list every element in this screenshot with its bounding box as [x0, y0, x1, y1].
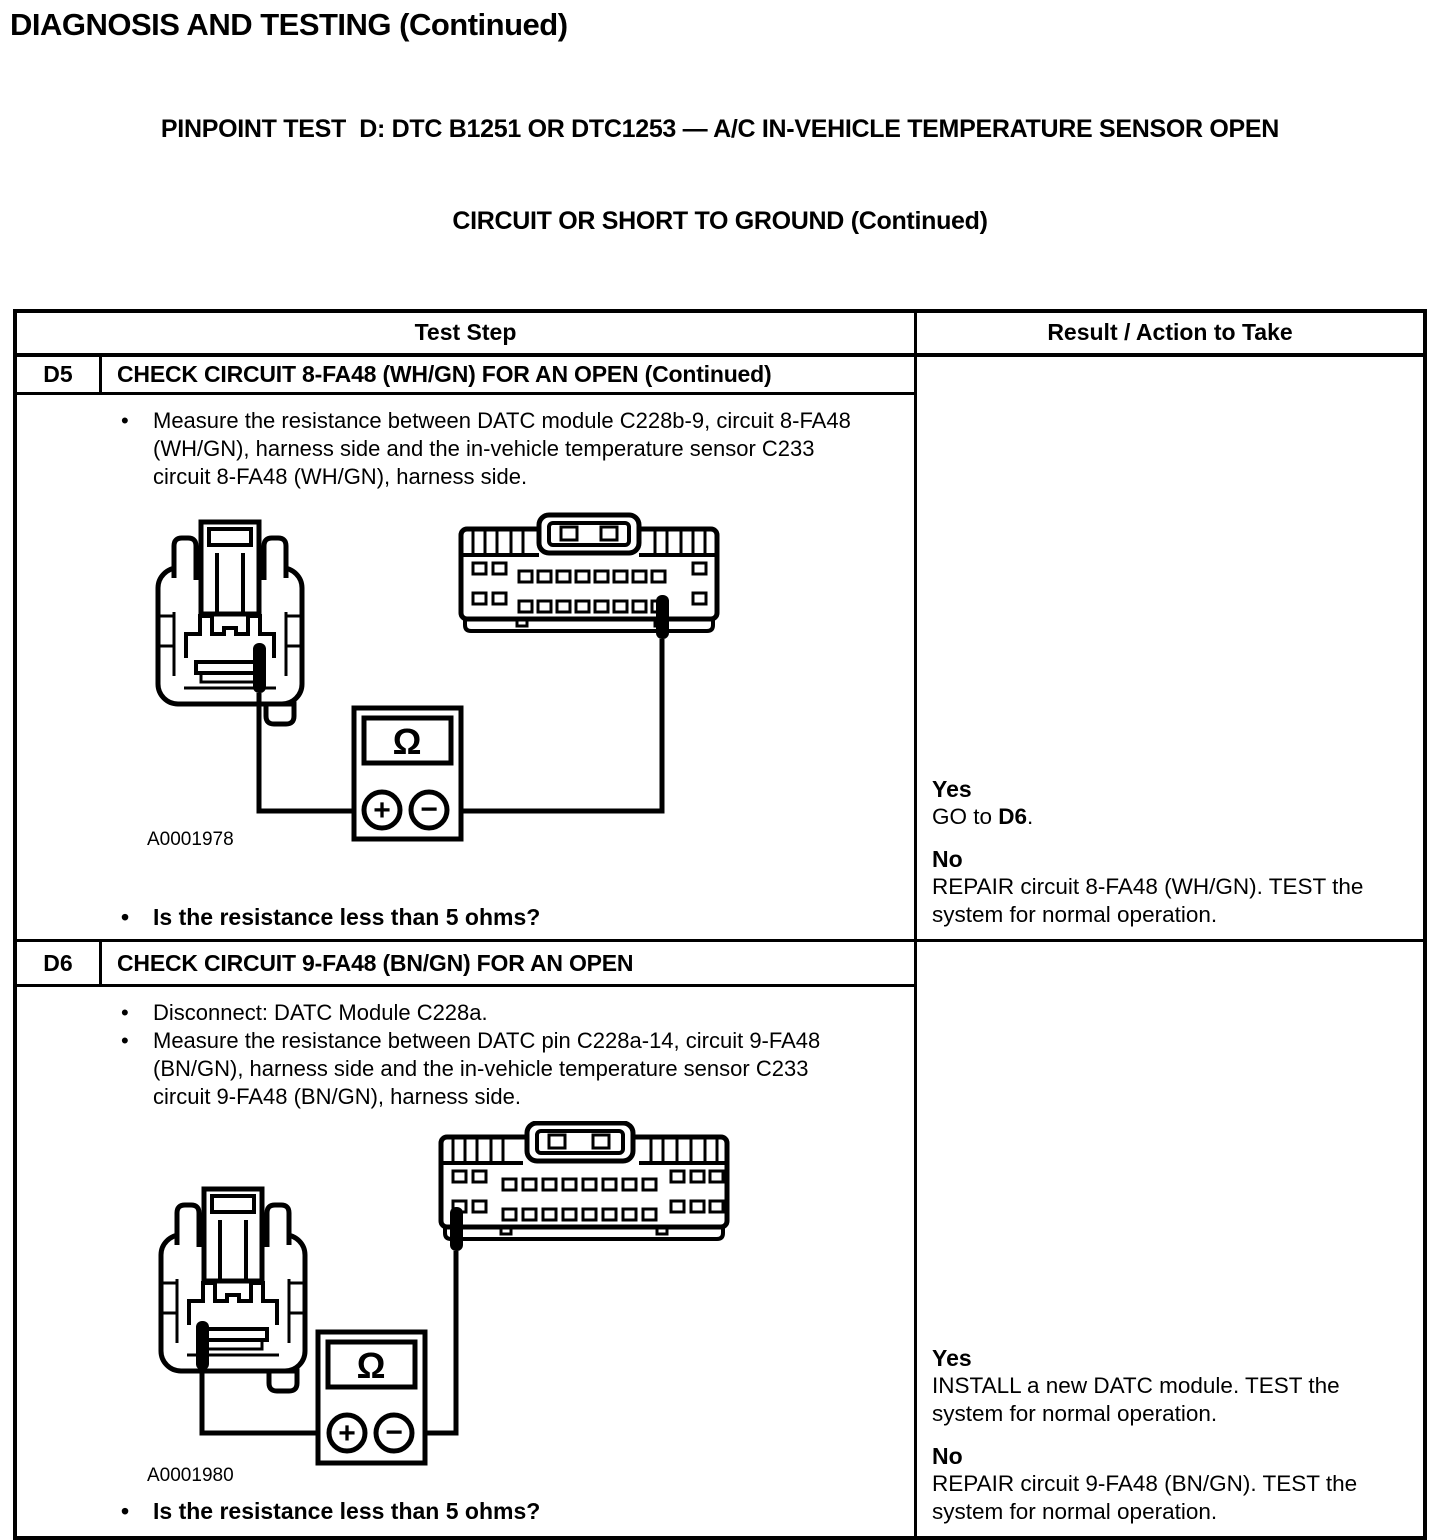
- d6-instruction-text-2: Measure the resistance between DATC pin C228a-14, circuit 9-FA48 (BN/GN), harness side and the in-vehicle temperature sensor C233 circuit 9-FA48 (BN/GN), harness side.: [153, 1028, 821, 1109]
- d5-yes-action-target: D6: [998, 804, 1028, 829]
- column-header-result: Result / Action to Take: [914, 313, 1423, 353]
- bullet-icon: •: [121, 1028, 129, 1053]
- positive-test-lead-wire: [202, 1368, 329, 1433]
- d5-step-id: D5: [17, 357, 102, 392]
- d5-yes-action: [932, 803, 1390, 831]
- d5-no-label: No: [932, 846, 963, 872]
- pin-grid: [453, 1171, 723, 1220]
- table-header-row: [17, 313, 1423, 357]
- d6-step-body: [17, 987, 914, 1533]
- plus-terminal-label: +: [338, 1417, 356, 1450]
- d5-result-cell: [914, 357, 1423, 939]
- d6-question: [121, 1497, 914, 1525]
- d6-test-step-cell: [17, 942, 914, 1536]
- probe-module-pin: [656, 595, 669, 639]
- ohm-symbol: Ω: [356, 1345, 386, 1386]
- probe-module-pin: [450, 1207, 463, 1251]
- minus-terminal-label: −: [385, 1416, 403, 1449]
- bullet-icon: •: [121, 1498, 130, 1524]
- d6-step-title-row: [17, 942, 914, 987]
- d6-step-name: CHECK CIRCUIT 9-FA48 (BN/GN) FOR AN OPEN: [117, 949, 634, 976]
- d5-instruction-item: [121, 407, 914, 491]
- ohmmeter-icon: [354, 708, 461, 839]
- bullet-icon: •: [121, 408, 129, 433]
- d5-question: [121, 903, 914, 931]
- d6-instruction-text-1: Disconnect: DATC Module C228a.: [153, 1000, 488, 1025]
- d6-yes-action: INSTALL a new DATC module. TEST the system for normal operation.: [932, 1373, 1340, 1426]
- column-header-test-step: Test Step: [414, 319, 517, 345]
- manual-page: [0, 7, 1440, 1524]
- d6-no-action: REPAIR circuit 9-FA48 (BN/GN). TEST the system for normal operation.: [932, 1471, 1358, 1524]
- probe-sensor-pin: [196, 1321, 209, 1370]
- page-title: DIAGNOSIS AND TESTING (Continued): [10, 7, 568, 42]
- d6-no-label: No: [932, 1443, 963, 1469]
- sensor-connector-icon: [161, 1189, 305, 1391]
- pinpoint-test-table: [13, 309, 1427, 1540]
- probe-sensor-pin: [253, 643, 266, 693]
- d6-yes-label: Yes: [932, 1345, 972, 1371]
- d5-step-name: CHECK CIRCUIT 8-FA48 (WH/GN) FOR AN OPEN (Continued): [117, 361, 772, 387]
- table-row-d5: [17, 357, 1423, 942]
- table-row-d6: [17, 942, 1423, 1536]
- d5-wiring-diagram: [139, 511, 789, 846]
- ohm-symbol: Ω: [392, 721, 422, 762]
- d6-instruction-item: [121, 999, 914, 1027]
- d5-instruction-text: Measure the resistance between DATC module C228b-9, circuit 8-FA48 (WH/GN), harness side and the in-vehicle temperature sensor C233 circuit 8-FA48 (WH/GN), harness side.: [153, 408, 851, 489]
- d5-test-step-cell: [17, 357, 914, 939]
- d6-result-cell: [914, 942, 1423, 1536]
- d5-yes-label: Yes: [932, 776, 972, 802]
- plus-terminal-label: +: [373, 794, 391, 827]
- datc-module-connector-icon: [441, 1123, 727, 1239]
- d6-instructions: [121, 999, 914, 1111]
- d5-step-title-row: [17, 357, 914, 395]
- d5-no-action: REPAIR circuit 8-FA48 (WH/GN). TEST the system for normal operation.: [932, 874, 1364, 927]
- d6-figure-label: A0001980: [147, 1465, 234, 1486]
- sensor-connector-icon: [158, 522, 302, 724]
- d5-figure: [139, 511, 789, 850]
- datc-module-connector-icon: [461, 515, 717, 631]
- d6-instruction-item: [121, 1027, 914, 1111]
- d6-figure: [139, 1121, 789, 1486]
- d5-figure-label: A0001978: [147, 829, 234, 850]
- pin-grid: [473, 563, 706, 612]
- pinpoint-test-subtitle: [0, 53, 1440, 297]
- d6-wiring-diagram: [139, 1121, 789, 1471]
- d5-instructions: [121, 407, 914, 491]
- d6-step-id: D6: [17, 942, 102, 984]
- subtitle-line-1: PINPOINT TEST D: DTC B1251 OR DTC1253 — A/C IN-VEHICLE TEMPERATURE SENSOR OPEN: [160, 115, 1280, 143]
- minus-terminal-label: −: [420, 793, 438, 826]
- bullet-icon: •: [121, 904, 130, 930]
- bullet-icon: •: [121, 1000, 129, 1025]
- d5-step-body: [17, 395, 914, 939]
- d5-yes-action-prefix: GO to: [932, 804, 999, 829]
- subtitle-line-2: CIRCUIT OR SHORT TO GROUND (Continued): [452, 206, 988, 235]
- d6-question-text: Is the resistance less than 5 ohms?: [153, 1498, 541, 1524]
- d5-yes-action-suffix: .: [1027, 804, 1034, 829]
- ohmmeter-icon: [318, 1332, 425, 1463]
- d5-question-text: Is the resistance less than 5 ohms?: [153, 904, 541, 930]
- negative-test-lead-wire: [447, 639, 662, 811]
